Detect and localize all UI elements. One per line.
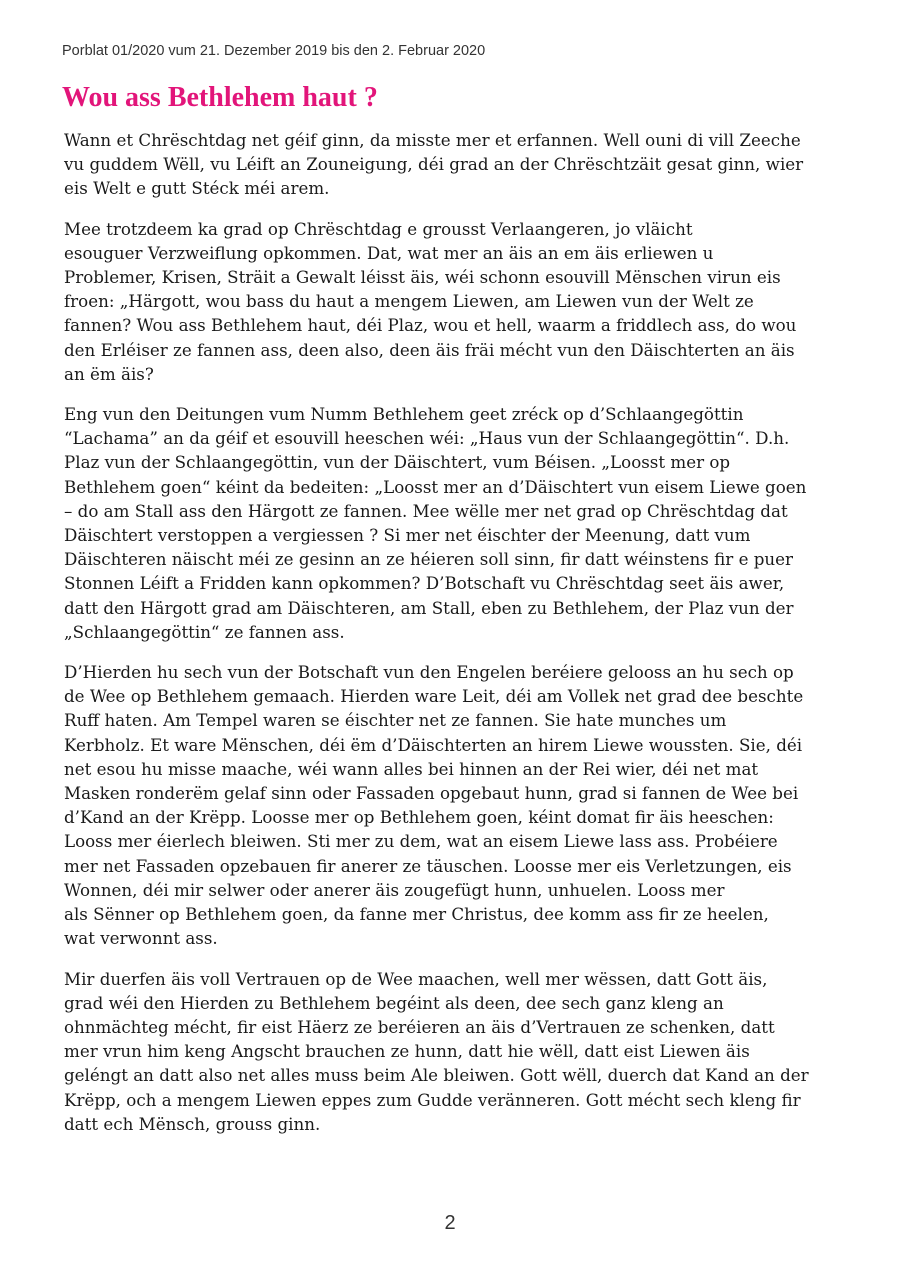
paragraph-1 xyxy=(64,128,844,201)
paragraph-5 xyxy=(64,967,844,1136)
paragraph-3 xyxy=(64,402,844,644)
text-line: Masken ronderëm gelaf sinn oder Fassaden opgebaut hunn, grad si fannen de Wee bei xyxy=(64,783,799,804)
text-line: fannen? Wou ass Bethlehem haut, déi Plaz, wou et hell, waarm a friddlech ass, do wou xyxy=(64,315,797,336)
text-line: net esou hu misse maache, wéi wann alles bei hinnen an der Rei wier, déi net mat xyxy=(64,758,759,779)
text-line: vu guddem Wëll, vu Léift an Zouneigung, déi grad an der Chrëschtzäit gesat ginn, wier xyxy=(64,154,804,175)
text-line: de Wee op Bethlehem gemaach. Hierden ware Leit, déi am Vollek net grad dee beschte xyxy=(64,686,804,707)
text-line: Ruff haten. Am Tempel waren se éischter net ze fannen. Sie hate munches um xyxy=(64,710,727,731)
text-line: als Sënner op Bethlehem goen, da fanne mer Christus, dee komm ass fir ze heelen, xyxy=(64,904,769,925)
text-line: eis Welt e gutt Stéck méi arem. xyxy=(64,178,330,199)
text-line: froen: „Härgott, wou bass du haut a mengem Liewen, am Liewen vun der Welt ze xyxy=(64,291,754,312)
text-line: grad wéi den Hierden zu Bethlehem begéint als deen, dee sech ganz kleng an xyxy=(64,992,724,1013)
text-line: mer vrun him keng Angscht brauchen ze hunn, datt hie wëll, datt eist Liewen äis xyxy=(64,1041,750,1062)
article-title: Wou ass Bethlehem haut ? xyxy=(62,82,378,113)
text-line: Plaz vun der Schlaangegöttin, vun der Däischtert, vum Béisen. „Loosst mer op xyxy=(64,452,731,473)
paragraph-2 xyxy=(64,217,844,386)
text-line: D’Hierden hu sech vun der Botschaft vun den Engelen beréiere gelooss an hu sech op xyxy=(64,662,794,683)
text-line: Looss mer éierlech bleiwen. Sti mer zu dem, wat an eisem Liewe lass ass. Probéiere xyxy=(64,831,778,852)
text-line: Mir duerfen äis voll Vertrauen op de Wee maachen, well mer wëssen, datt Gott äis, xyxy=(64,968,768,989)
text-line: ohnmächteg mécht, fir eist Häerz ze beréieren an äis d’Vertrauen ze schenken, datt xyxy=(64,1016,775,1037)
text-line: – do am Stall ass den Härgott ze fannen. Mee wëlle mer net grad op Chrëschtdag dat xyxy=(64,500,788,521)
text-line: Bethlehem goen“ kéint da bedeiten: „Loosst mer an d’Däischtert vun eisem Liewe goen xyxy=(64,476,807,497)
text-line: „Schlaangegöttin“ ze fannen ass. xyxy=(64,621,345,642)
issue-header: Porblat 01/2020 vum 21. Dezember 2019 bis den 2. Februar 2020 xyxy=(62,43,486,59)
text-line: Däischteren näischt méi ze gesinn an ze héieren soll sinn, fir datt wéinstens fir e puer xyxy=(64,549,794,570)
text-line: an ëm äis? xyxy=(64,363,154,384)
text-line: Kerbholz. Et ware Mënschen, déi ëm d’Däischterten an hirem Liewe woussten. Sie, déi xyxy=(64,734,803,755)
text-line: esouguer Verzweiflung opkommen. Dat, wat mer an äis an em äis erliewen u xyxy=(64,242,714,263)
text-line: Krëpp, och a mengem Liewen eppes zum Gudde veränneren. Gott mécht sech kleng fir xyxy=(64,1089,801,1110)
text-line: Problemer, Krisen, Sträit a Gewalt léisst äis, wéi schonn esouvill Mënschen virun eis xyxy=(64,267,781,288)
text-line: Eng vun den Deitungen vum Numm Bethlehem geet zréck op d’Schlaangegöttin xyxy=(64,404,744,425)
text-line: Mee trotzdeem ka grad op Chrëschtdag e grousst Verlaangeren, jo vläicht xyxy=(64,218,693,239)
text-line: mer net Fassaden opzebauen fir anerer ze täuschen. Loosse mer eis Verletzungen, eis xyxy=(64,855,792,876)
text-line: geléngt an datt also net alles muss beim Ale bleiwen. Gott wëll, duerch dat Kand an der xyxy=(64,1065,809,1086)
text-line: Wann et Chrëschtdag net géif ginn, da misste mer et erfannen. Well ouni di vill Zeeche xyxy=(64,130,801,150)
page-number: 2 xyxy=(444,1212,456,1234)
text-line: datt den Härgott grad am Däischteren, am Stall, eben zu Bethlehem, der Plaz vun der xyxy=(64,597,794,618)
text-line: Wonnen, déi mir selwer oder anerer äis zougefügt hunn, unhuelen. Looss mer xyxy=(64,879,725,900)
text-line: datt ech Mënsch, grouss ginn. xyxy=(64,1113,321,1134)
text-line: den Erléiser ze fannen ass, deen also, deen äis fräi mécht vun den Däischterten an äis xyxy=(64,339,795,360)
text-line: Däischtert verstoppen a vergiessen ? Si mer net éischter der Meenung, datt vum xyxy=(64,525,751,546)
text-line: Stonnen Léift a Fridden kann opkommen? D’Botschaft vu Chrëschtdag seet äis awer, xyxy=(64,573,785,594)
text-line: “Lachama” an da géif et esouvill heeschen wéi: „Haus vun der Schlaangegöttin“. D.h. xyxy=(64,428,790,449)
article-body xyxy=(64,128,844,1152)
text-line: wat verwonnt ass. xyxy=(64,928,218,949)
text-line: d’Kand an der Krëpp. Loosse mer op Bethlehem goen, kéint domat fir äis heeschen: xyxy=(64,807,774,828)
paragraph-4 xyxy=(64,660,844,950)
